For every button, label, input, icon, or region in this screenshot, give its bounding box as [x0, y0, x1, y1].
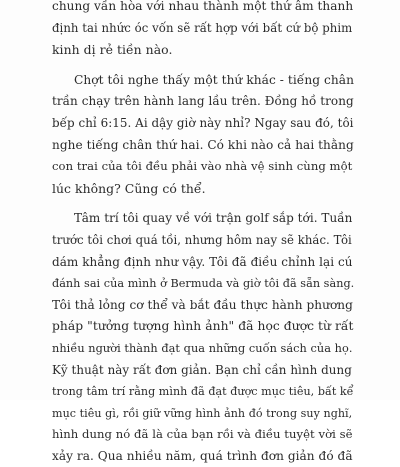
text-line: mục tiêu gì, rồi giữ vững hình ảnh đó trong suy nghĩ, [52, 406, 353, 420]
paragraph-1 [52, 0, 354, 61]
text-line: bếp chỉ 6:15. Ai dậy giờ này nhỉ? Ngay sau đó, tôi [52, 115, 354, 130]
text-line: định tai nhức óc vốn sẽ rất hợp với bất cứ bộ phim [52, 20, 353, 35]
text-line: nhiều người thành đạt qua những cuốn sách của họ. [52, 341, 353, 355]
text-line: xảy ra. Qua nhiều năm, quá trình đơn giản đó đã [52, 448, 353, 463]
paragraph-3 [52, 208, 354, 467]
text-line: nghe tiếng chân thứ hai. Có khi nào cả hai thằng [52, 137, 354, 152]
text-line: Kỹ thuật này rất đơn giản. Bạn chỉ cần hình dung [52, 362, 352, 377]
text-line: trong tâm trí rằng mình đã đạt được mục tiêu, bất kể [52, 385, 354, 399]
text-line: lúc không? Cũng có thể. [52, 180, 206, 196]
text-line: chung vần hòa với nhau thành một thứ âm thanh [52, 0, 354, 13]
text-line: pháp "tưởng tượng hình ảnh" đã học được từ rất [52, 319, 354, 334]
text-line: dám khẳng định như vậy. Tôi đã điều chỉnh lại cú [52, 254, 353, 269]
text-line: Tôi thả lỏng cơ thể và bắt đầu thực hành phương [52, 297, 353, 312]
text-line: kinh dị rẻ tiền nào. [52, 42, 173, 58]
text-line: hình dung nó đã là của bạn rồi và điều tuyệt vời sẽ [52, 427, 353, 442]
text-line: đánh sai của mình ở Bermuda và giờ tôi đã sẵn sàng. [52, 277, 355, 291]
text-line: con trai của tôi đều phải vào nhà vệ sinh cùng một [52, 159, 353, 174]
paragraph-2 [52, 70, 354, 200]
text-line: Tâm trí tôi quay về với trận golf sắp tới. Tuần [74, 211, 353, 226]
body-text [52, 0, 354, 467]
text-line: trước tôi chơi quá tồi, nhưng hôm nay sẽ khác. Tôi [52, 232, 352, 247]
text-line: trần chạy trên hành lang lầu trên. Đồng hồ trong [52, 94, 354, 109]
text-line: Chợt tôi nghe thấy một thứ khác - tiếng chân [74, 72, 354, 87]
